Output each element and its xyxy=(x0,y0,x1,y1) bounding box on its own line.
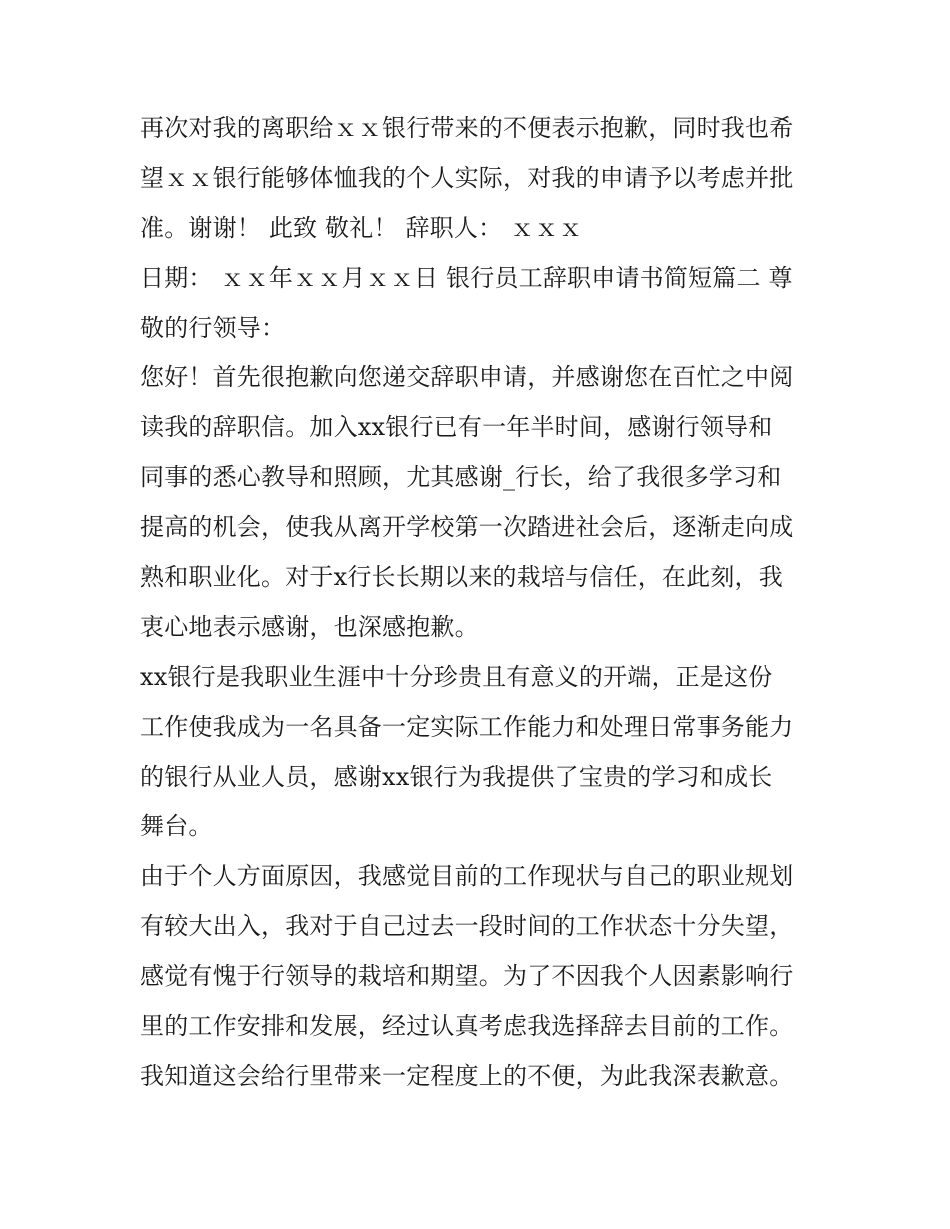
text-line: 同事的悉心教导和照顾，尤其感谢_行长，给了我很多学习和 xyxy=(140,463,782,492)
text-line: 准。谢谢！ 此致 敬礼！ 辞职人： ｘｘｘ xyxy=(140,213,583,242)
text-line: 的银行从业人员，感谢xx银行为我提供了宝贵的学习和成长 xyxy=(140,762,773,791)
document-body xyxy=(140,104,812,1102)
text-line: 望ｘｘ银行能够体恤我的个人实际，对我的申请予以考虑并批 xyxy=(140,163,794,192)
text-line: 再次对我的离职给ｘｘ银行带来的不便表示抱歉，同时我也希 xyxy=(140,114,794,142)
text-line: 我知道这会给行里带来一定程度上的不便，为此我深表歉意。 xyxy=(140,1061,794,1090)
text-line: 敬的行领导： xyxy=(140,313,286,342)
text-line: 提高的机会，使我从离开学校第一次踏进社会后，逐渐走向成 xyxy=(140,513,794,542)
text-line: xx银行是我职业生涯中十分珍贵且有意义的开端，正是这份 xyxy=(140,662,773,691)
text-line: 您好！首先很抱歉向您递交辞职申请，并感谢您在百忙之中阅 xyxy=(140,363,794,392)
text-line: 舞台。 xyxy=(140,812,213,841)
text-line: 衷心地表示感谢，也深感抱歉。 xyxy=(140,612,479,641)
text-line: 感觉有愧于行领导的栽培和期望。为了不因我个人因素影响行 xyxy=(140,962,794,991)
text-line: 读我的辞职信。加入xx银行已有一年半时间，感谢行领导和 xyxy=(140,413,773,442)
text-line: 日期： ｘｘ年ｘｘ月ｘｘ日 银行员工辞职申请书简短篇二 尊 xyxy=(140,263,793,292)
text-line: 里的工作安排和发展，经过认真考虑我选择辞去目前的工作。 xyxy=(140,1012,794,1041)
text-line: 工作使我成为一名具备一定实际工作能力和处理日常事务能力 xyxy=(140,712,794,741)
text-line: 有较大出入，我对于自己过去一段时间的工作状态十分失望， xyxy=(140,912,794,941)
text-line: 由于个人方面原因，我感觉目前的工作现状与自己的职业规划 xyxy=(140,862,794,891)
text-line: 熟和职业化。对于x行长长期以来的栽培与信任，在此刻，我 xyxy=(140,563,783,592)
